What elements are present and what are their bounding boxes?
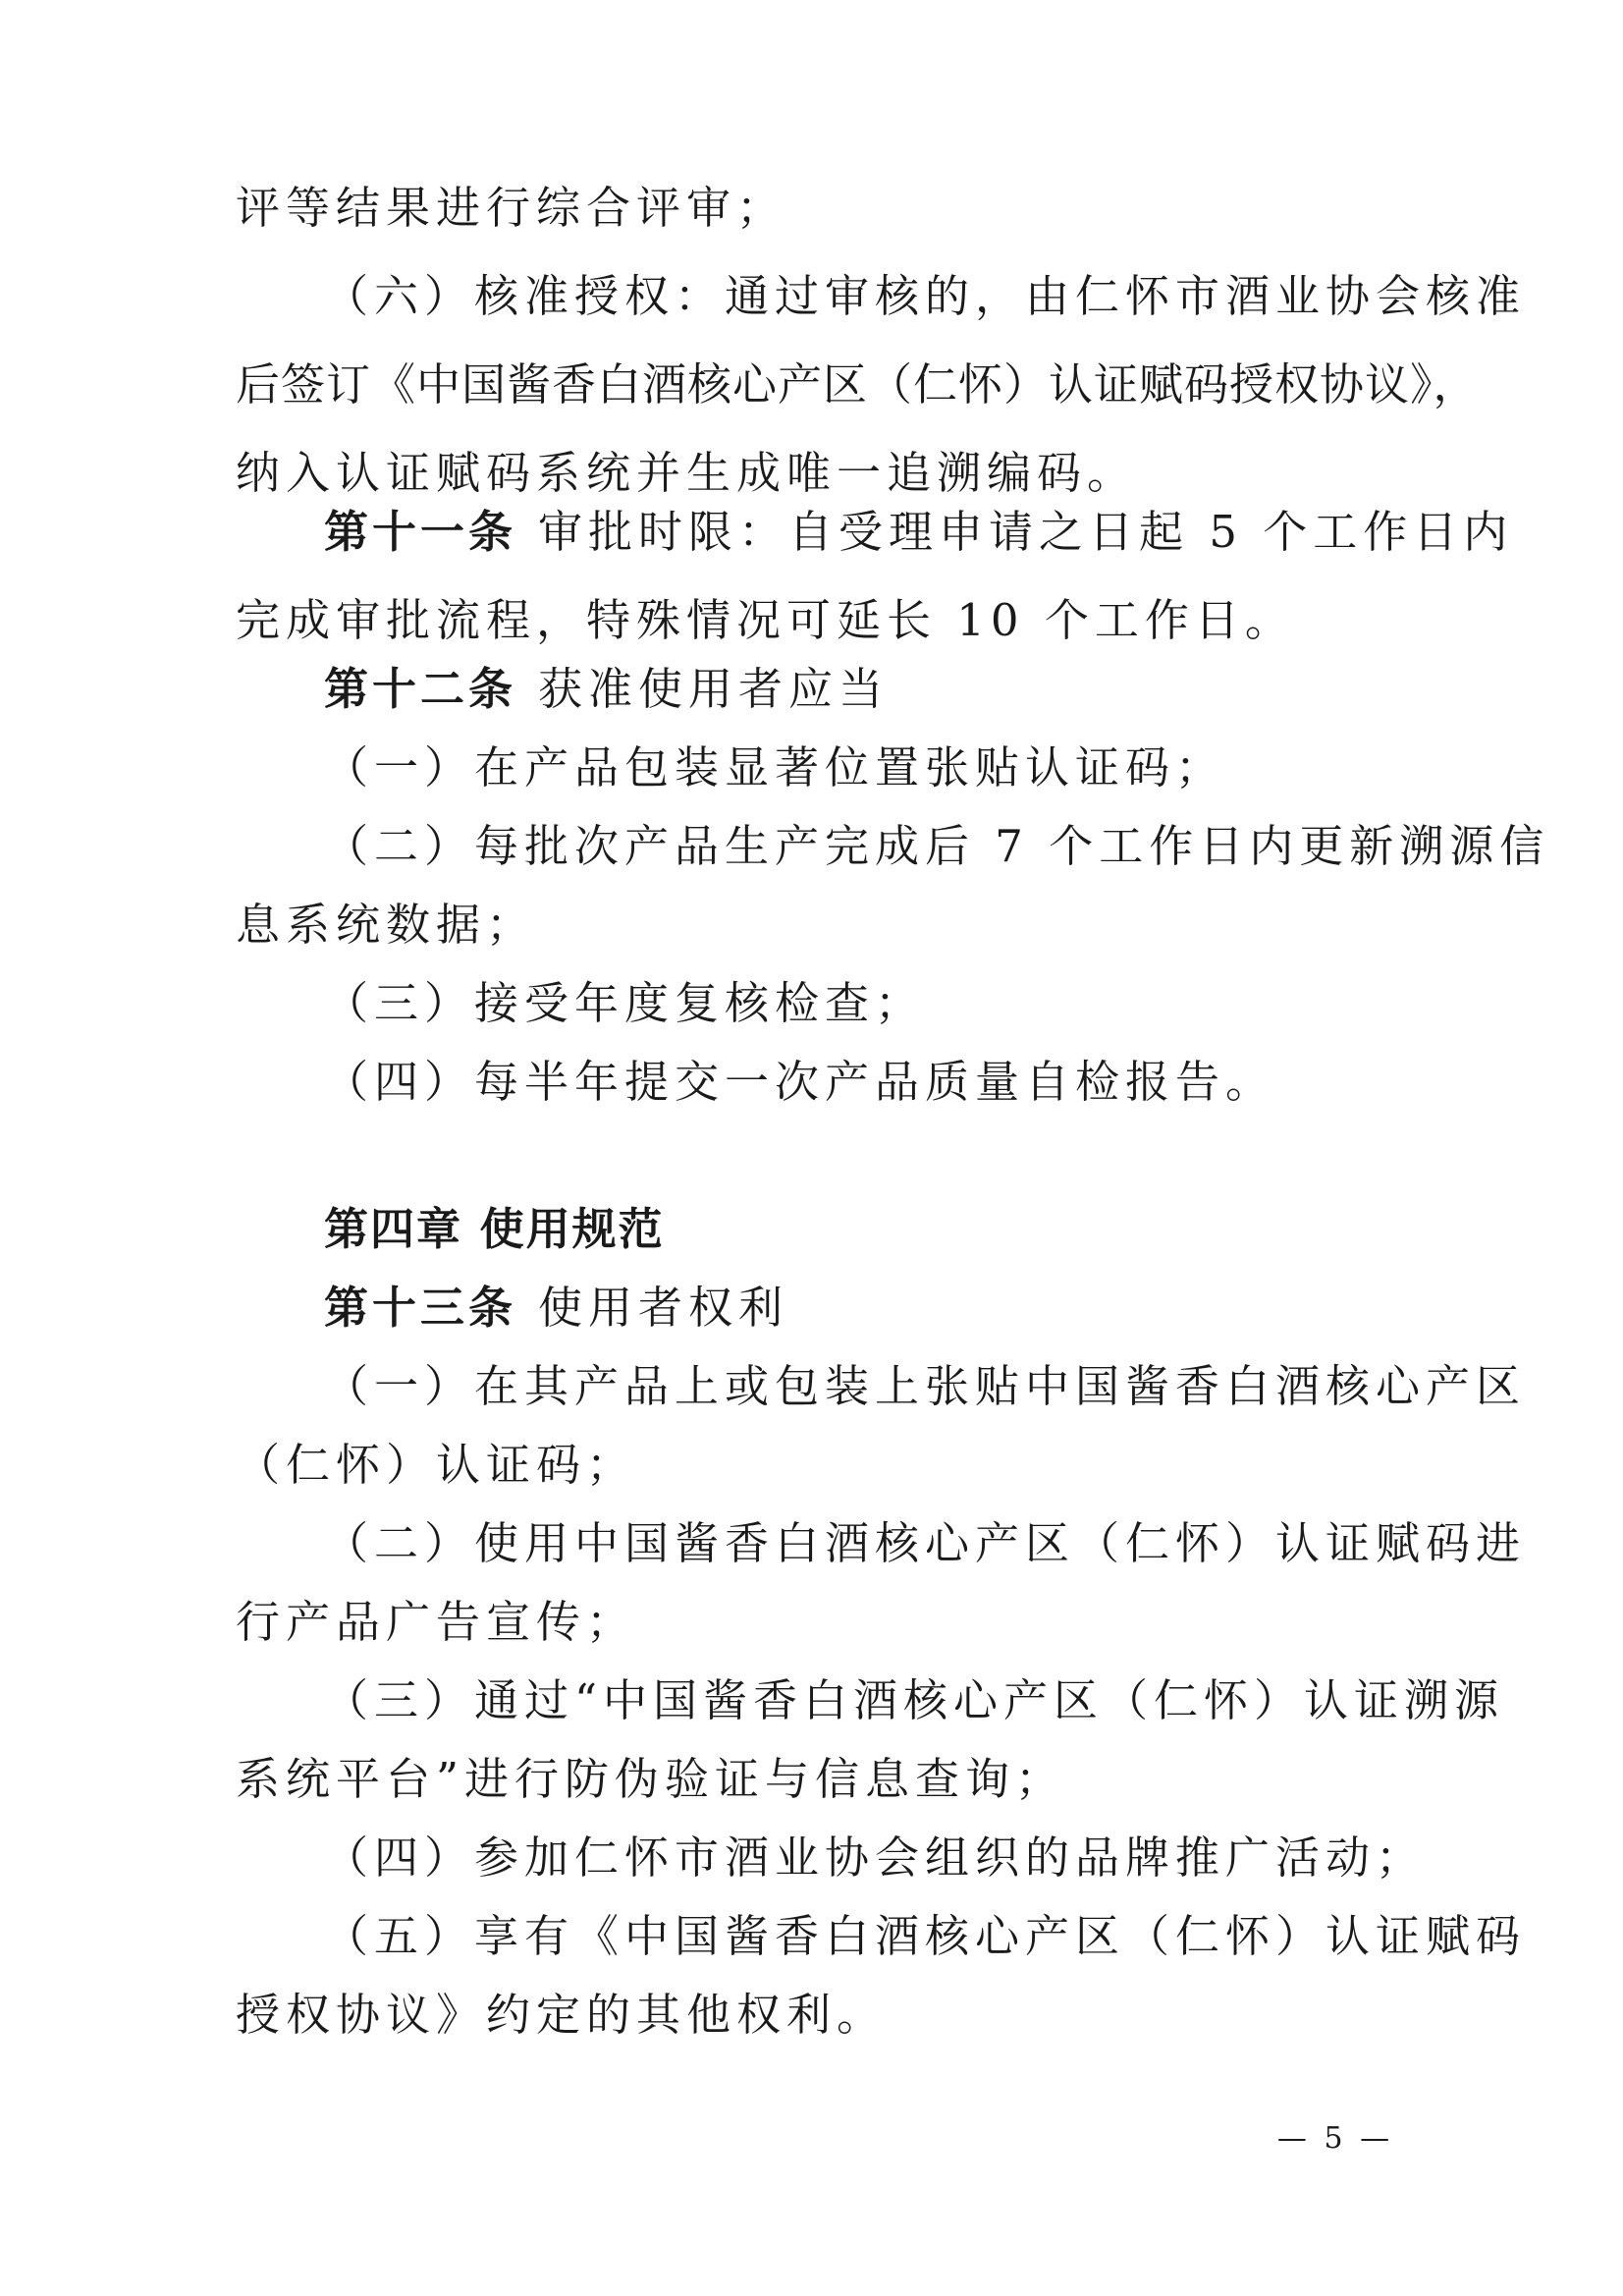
- list-item: （三）接受年度复核检查；: [324, 977, 926, 1029]
- paragraph-line: （六）核准授权：通过审核的，由仁怀市酒业协会核准: [324, 270, 1527, 322]
- list-item: （五）享有《中国酱香白酒核心产区（仁怀）认证赋码: [324, 1910, 1527, 1962]
- article-13-title: 第十三条: [324, 1282, 517, 1334]
- list-item: 息系统数据；: [236, 899, 537, 951]
- article-13: [324, 1279, 1394, 1338]
- article-11-title: 第十一条: [324, 506, 517, 558]
- list-item: 系统平台”进行防伪验证与信息查询；: [236, 1753, 1066, 1805]
- article-12: [324, 660, 1394, 719]
- list-item: （一）在其产品上或包装上张贴中国酱香白酒核心产区: [324, 1360, 1527, 1412]
- page-number: — 5 —: [1276, 2121, 1394, 2156]
- chapter-title: 第四章 使用规范: [324, 1203, 665, 1255]
- paragraph-line: 后签订《中国酱香白酒核心产区（仁怀）认证赋码授权协议》，: [236, 358, 1479, 410]
- list-item: （一）在产品包装显著位置张贴认证码；: [324, 741, 1226, 793]
- article-11: [324, 503, 1514, 562]
- list-item: （二）每批次产品生产完成后 7 个工作日内更新溯源信: [324, 820, 1550, 872]
- list-item: （四）每半年提交一次产品质量自检报告。: [324, 1056, 1276, 1108]
- list-item: （三）通过“中国酱香白酒核心产区（仁怀）认证溯源: [324, 1674, 1505, 1726]
- paragraph-line: 评等结果进行综合评审；: [236, 182, 787, 234]
- article-12-text: 获准使用者应当: [538, 663, 890, 715]
- article-11-text: 审批时限：自受理申请之日起 5 个工作日内: [538, 506, 1514, 558]
- list-item: 授权协议》约定的其他权利。: [236, 1989, 888, 2041]
- paragraph-line: 纳入认证赋码系统并生成唯一追溯编码。: [236, 447, 1138, 499]
- list-item: （仁怀）认证码；: [236, 1439, 637, 1491]
- list-item: （二）使用中国酱香白酒核心产区（仁怀）认证赋码进: [324, 1517, 1527, 1569]
- list-item: 行产品广告宣传；: [236, 1596, 637, 1648]
- list-item: （四）参加仁怀市酒业协会组织的品牌推广活动；: [324, 1831, 1427, 1884]
- article-13-text: 使用者权利: [538, 1282, 789, 1334]
- paragraph-line: 完成审批流程，特殊情况可延长 10 个工作日。: [236, 594, 1295, 646]
- article-12-title: 第十二条: [324, 663, 517, 715]
